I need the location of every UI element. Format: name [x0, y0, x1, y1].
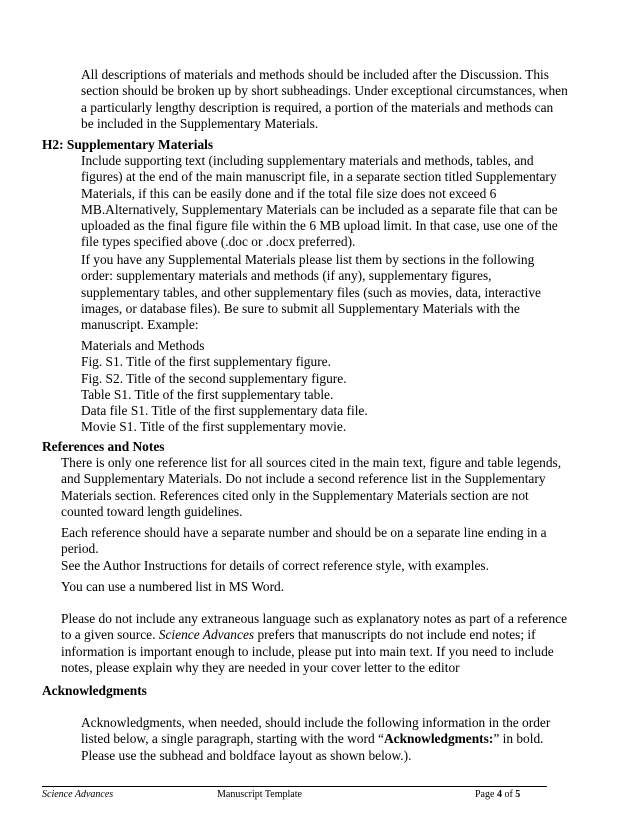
- references-paragraph-2: [61, 525, 547, 574]
- text-line: Each reference should have a separate number and should be on a separate line ending in a: [61, 525, 547, 540]
- footer-divider: [42, 786, 547, 787]
- text-line: section should be broken up by short subheadings. Under exceptional circumstances, when: [81, 83, 568, 99]
- page-label: Page: [475, 789, 497, 800]
- text-line: notes, please explain why they are needed in your cover letter to the editor: [61, 659, 460, 675]
- text-line: [81, 731, 550, 747]
- text-line: period.: [61, 541, 99, 557]
- text-line: If you have any Supplemental Materials please list them by sections in the following: [81, 252, 535, 267]
- text-line: file types specified above (.doc or .docx preferred).: [81, 234, 356, 250]
- text-line: Materials, if this can be easily done and if the total file size does not exceed 6: [81, 185, 497, 201]
- page-of-label: of: [501, 789, 516, 800]
- list-item: Materials and Methods: [81, 338, 205, 353]
- text-line: See the Author Instructions for details of correct reference style, with examples.: [61, 557, 489, 573]
- list-item: Fig. S1. Title of the first supplementary figure.: [81, 354, 331, 370]
- text-fragment: listed below, a single paragraph, starting with the word “: [81, 731, 384, 747]
- text-line: Materials section. References cited only in the Supplementary Materials section are not: [61, 487, 529, 503]
- text-line: Acknowledgments, when needed, should include the following information in the order: [81, 715, 551, 730]
- list-item: Fig. S2. Title of the second supplementary figure.: [81, 370, 347, 386]
- footer-journal-name: Science Advances: [42, 789, 114, 800]
- list-item: Data file S1. Title of the first supplementary data file.: [81, 403, 368, 419]
- text-line: Please use the subhead and boldface layout as shown below.).: [81, 747, 412, 763]
- text-line: order: supplementary materials and methods (if any), supplementary figures,: [81, 268, 492, 284]
- text-fragment: prefers that manuscripts do not include end notes; if: [254, 627, 536, 643]
- supplementary-paragraph-2: [81, 252, 541, 333]
- references-paragraph-3: [61, 579, 284, 595]
- references-heading: References and Notes: [42, 439, 165, 454]
- text-line: MB.Alternatively, Supplementary Materials can be included as a separate file that can be: [81, 201, 558, 217]
- references-paragraph-4: [61, 611, 567, 676]
- text-line: uploaded as the final figure file within the 6 MB upload limit. In that case, use one of the: [81, 218, 558, 234]
- text-line: a particularly lengthy description is required, a portion of the materials and methods can: [81, 99, 554, 115]
- text-fragment: to a given source.: [61, 627, 159, 643]
- references-paragraph-1: [61, 455, 561, 520]
- text-line: supplementary tables, and other supplementary files (such as movies, data, interactive: [81, 284, 541, 300]
- text-line: information is important enough to include, please put into main text. If you need to include: [61, 643, 554, 659]
- footer-page-number: [475, 789, 520, 801]
- page-current: 4: [496, 789, 502, 800]
- supplementary-heading: H2: Supplementary Materials: [42, 137, 214, 152]
- text-line: You can use a numbered list in MS Word.: [61, 579, 285, 594]
- text-line: and Supplementary Materials. Do not include a second reference list in the Supplementary: [61, 471, 546, 487]
- text-line: manuscript. Example:: [81, 317, 199, 333]
- list-item: Movie S1. Title of the first supplementary movie.: [81, 419, 347, 435]
- supplementary-example-list: [81, 338, 368, 436]
- acknowledgments-bold-word: Acknowledgments:: [383, 731, 494, 747]
- journal-name-italic: Science Advances: [158, 627, 255, 643]
- text-line: counted toward length guidelines.: [61, 503, 243, 519]
- list-item: Table S1. Title of the first supplementary table.: [81, 386, 334, 402]
- page-total: 5: [515, 789, 521, 800]
- footer-template-name: Manuscript Template: [217, 789, 302, 800]
- text-line: Please do not include any extraneous language such as explanatory notes as part of a reference: [61, 611, 568, 626]
- text-line: Include supporting text (including supplementary materials and methods, tables, and: [81, 153, 534, 168]
- text-line: [61, 627, 567, 643]
- text-line: All descriptions of materials and methods should be included after the Discussion. This: [81, 67, 549, 82]
- text-line: figures) at the end of the main manuscript file, in a separate section titled Supplementary: [81, 169, 557, 185]
- text-line: images, or database files). Be sure to submit all Supplementary Materials with the: [81, 300, 520, 316]
- intro-paragraph: [81, 67, 568, 132]
- text-line: be included in the Supplementary Materials.: [81, 115, 319, 131]
- acknowledgments-paragraph: [81, 715, 550, 764]
- acknowledgments-heading: Acknowledgments: [42, 683, 147, 698]
- text-line: There is only one reference list for all sources cited in the main text, figure and table legends,: [61, 455, 562, 470]
- text-fragment: ” in bold.: [493, 731, 544, 747]
- supplementary-paragraph-1: [81, 153, 558, 251]
